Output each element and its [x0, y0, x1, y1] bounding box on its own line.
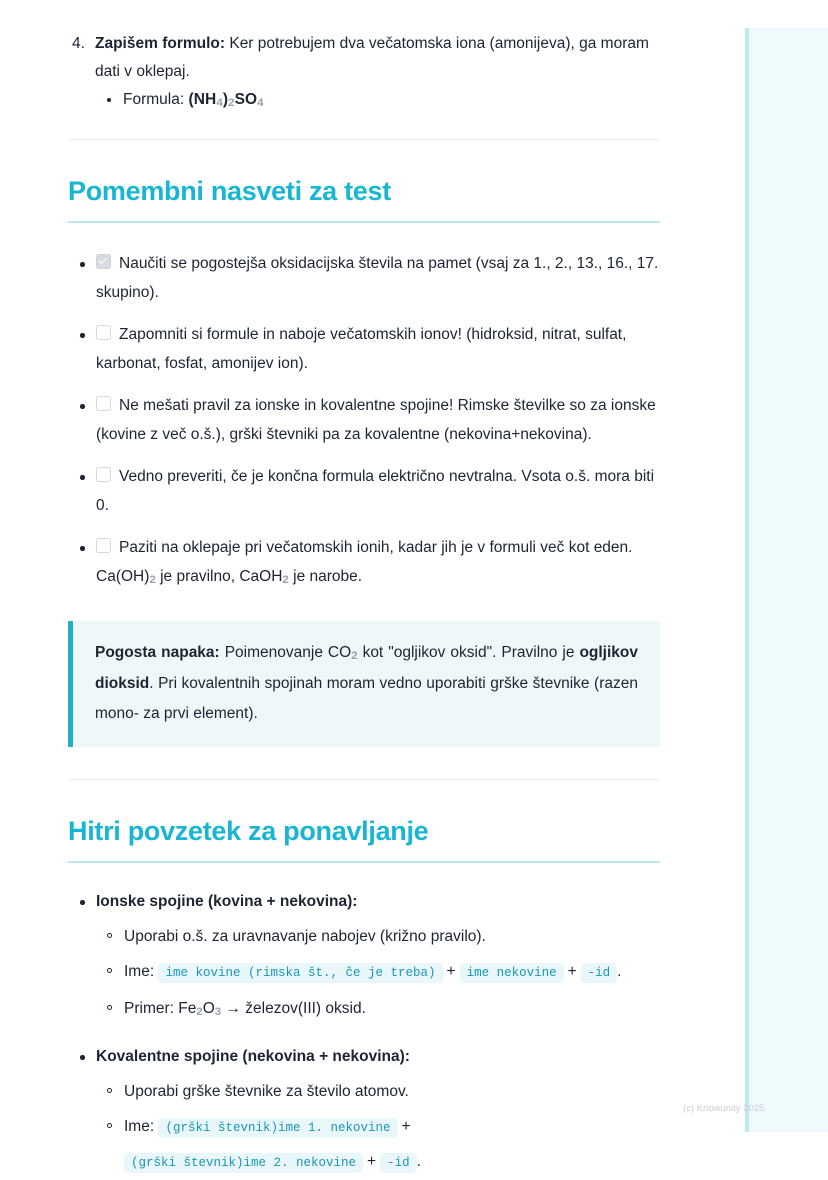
callout-text-c: . Pri kovalentnih spojinah moram vedno uporabiti grške števnike (razen mono- za prvi element). — [95, 675, 638, 722]
list-item-label: Ne mešati pravil za ionske in kovalentne spojine! Rimske številke so za ionske (kovine z več o.š.), grški števniki pa za kovalentne (nekovina+nekovina). — [96, 397, 656, 443]
callout-label: Pogosta napaka: — [95, 644, 220, 661]
checkbox-icon[interactable] — [96, 467, 111, 482]
list-item-sub-a: 2 — [149, 574, 156, 586]
section-divider — [68, 139, 660, 140]
formula-part-3: SO — [234, 91, 258, 108]
code-chip-id: -id — [380, 1153, 417, 1173]
right-decorative-panel — [745, 28, 828, 1132]
formula-value — [188, 91, 263, 108]
formula-part-1: (NH — [188, 91, 217, 108]
ionic-example-rest: → železov(III) oksid. — [221, 1000, 366, 1017]
formula-label: Formula: — [123, 91, 189, 108]
tips-heading: Pomembni nasveti za test — [68, 176, 391, 206]
list-item — [96, 955, 660, 990]
callout-bold-b: ogljikov dioksid — [95, 644, 639, 692]
plus-sign: + — [567, 963, 577, 980]
code-chip-id: -id — [581, 963, 618, 983]
plus-sign: + — [401, 1118, 411, 1135]
tips-checklist — [68, 249, 660, 593]
right-panel-edge — [745, 28, 749, 1132]
summary-group-covalent — [68, 1043, 660, 1180]
section-divider-2 — [68, 779, 660, 780]
ionic-example-sub-2: 3 — [214, 1006, 222, 1018]
plus-sign: + — [446, 963, 456, 980]
list-item — [68, 249, 660, 307]
period: . — [617, 963, 622, 980]
summary-list — [68, 888, 660, 1180]
callout-text-a: Poimenovanje CO — [219, 644, 352, 661]
list-item — [96, 1110, 660, 1180]
checkbox-icon[interactable] — [96, 325, 111, 340]
step-label: Zapišem formulo: — [95, 35, 226, 52]
step-item — [68, 30, 660, 115]
list-item — [96, 920, 660, 953]
callout-sub-a: 2 — [351, 650, 358, 662]
summary-sublist-covalent — [96, 1075, 660, 1180]
list-item-sub-b: 2 — [282, 574, 289, 586]
list-item — [68, 391, 660, 449]
list-item-label-a: Paziti na oklepaje pri večatomskih ionih, kadar jih je v formuli več kot eden. Ca(OH) — [96, 539, 633, 585]
covalent-name-label: Ime: — [124, 1118, 159, 1135]
list-item — [68, 533, 660, 593]
formula-part-2: ) — [222, 91, 229, 108]
plus-sign: + — [367, 1153, 377, 1170]
footer-credit: (c) Knowunity 2025 — [683, 1103, 765, 1114]
period: . — [416, 1153, 421, 1170]
ionic-example-label: Primer: Fe — [124, 1000, 197, 1017]
checkbox-checked-icon[interactable] — [96, 254, 111, 269]
list-item-label: Zapomniti si formule in naboje večatomskih ionov! (hidroksid, nitrat, sulfat, karbonat, fosfat, amonijev ion). — [96, 326, 627, 372]
list-item-label: Vedno preveriti, če je končna formula električno nevtralna. Vsota o.š. mora biti 0. — [96, 468, 655, 514]
list-item — [96, 992, 660, 1027]
ionic-name-label: Ime: — [124, 963, 159, 980]
step-number: 4. — [72, 35, 85, 52]
code-chip-stevnik-2: (grški števnik)ime 2. nekovine — [124, 1153, 363, 1173]
formula-sub-2: 2 — [228, 97, 235, 109]
list-item-label-b: je pravilno, CaOH — [155, 568, 283, 585]
list-item — [68, 320, 660, 378]
code-chip-ime-kovine: ime kovine (rimska št., če je treba) — [158, 963, 442, 983]
summary-group-title: Ionske spojine (kovina + nekovina): — [96, 893, 358, 910]
callout-text-b: kot "ogljikov oksid". Pravilno je — [357, 644, 580, 661]
common-mistake-callout — [68, 621, 660, 747]
ionic-example-sub-1: 2 — [196, 1006, 203, 1018]
code-chip-stevnik-1: (grški števnik)ime 1. nekovine — [158, 1118, 397, 1138]
ionic-example-mid: O — [202, 1000, 215, 1017]
checkbox-icon[interactable] — [96, 538, 111, 553]
list-item — [96, 1075, 660, 1108]
checkbox-icon[interactable] — [96, 396, 111, 411]
step-list — [68, 30, 660, 115]
tips-heading-underline — [68, 221, 660, 223]
list-item — [68, 462, 660, 520]
formula-sub-3: 4 — [257, 97, 264, 109]
summary-heading-underline — [68, 861, 660, 863]
code-chip-ime-nekovine: ime nekovine — [460, 963, 564, 983]
covalent-rule-text: Uporabi grške števnike za število atomov. — [124, 1083, 409, 1100]
summary-heading: Hitri povzetek za ponavljanje — [68, 816, 429, 846]
formula-sub-1: 4 — [216, 97, 223, 109]
list-item-label: Naučiti se pogostejša oksidacijska števila na pamet (vsaj za 1., 2., 13., 16., 17. skupino). — [96, 255, 659, 301]
ionic-rule-text: Uporabi o.š. za uravnavanje nabojev (križno pravilo). — [124, 928, 486, 945]
step-text: Ker potrebujem dva večatomska iona (amonijeva), ga moram dati v oklepaj. — [95, 35, 649, 80]
step-sub-list — [95, 86, 660, 115]
summary-group-ionic — [68, 888, 660, 1027]
summary-group-title: Kovalentne spojine (nekovina + nekovina): — [96, 1048, 410, 1065]
list-item-label-c: je narobe. — [288, 568, 363, 585]
formula-line — [95, 86, 660, 115]
summary-sublist-ionic — [96, 920, 660, 1027]
